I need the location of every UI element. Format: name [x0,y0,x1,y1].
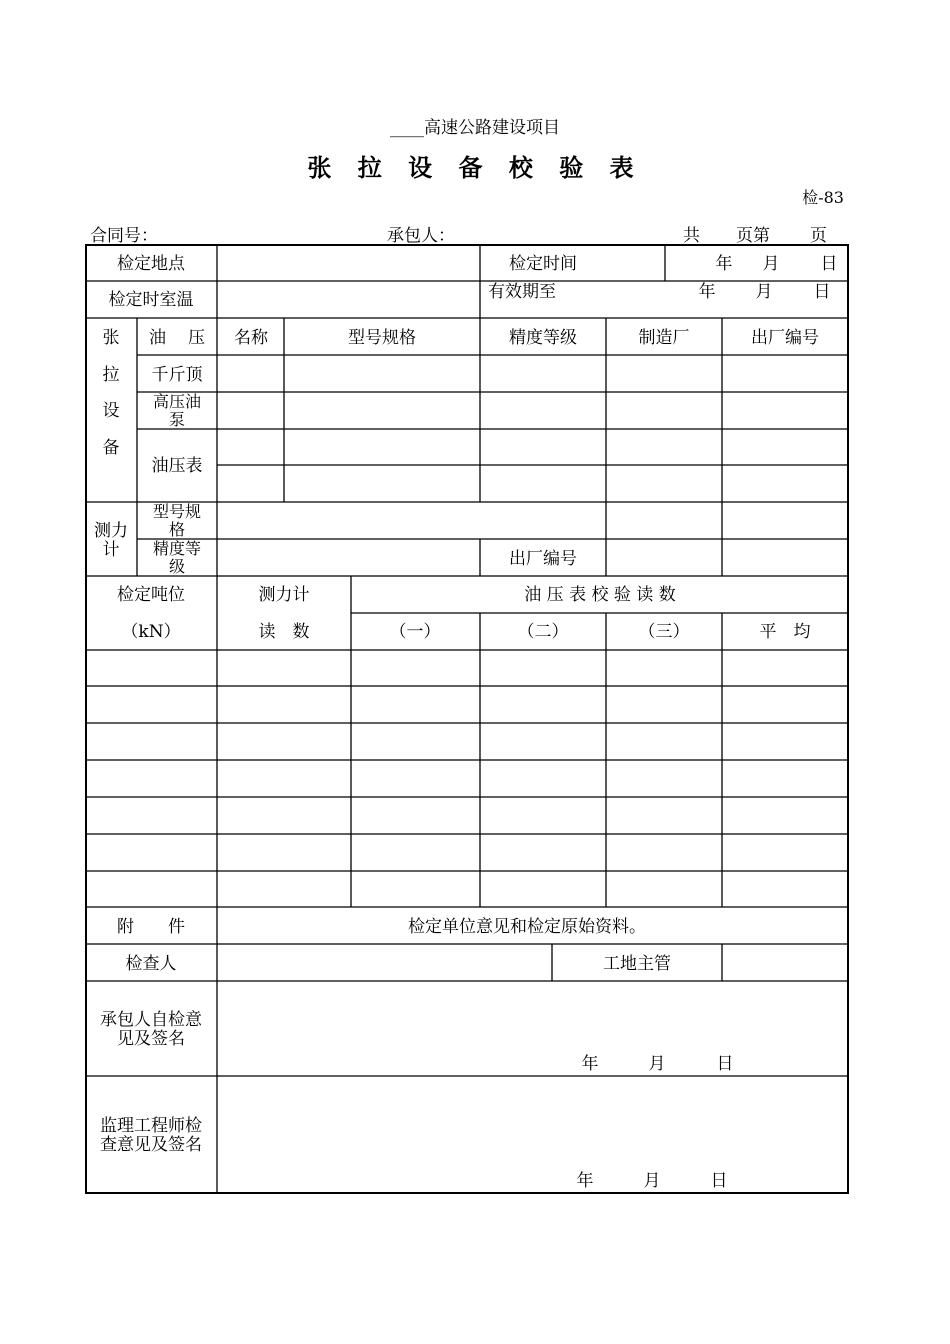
total-label: 共 [683,226,700,246]
col-model-spec: 型号规格 [348,328,416,348]
time-label: 检定时间 [509,254,577,274]
gauge-readings-header: 油 压 表 校 验 读 数 [524,585,676,605]
contract-number-label: 合同号： [90,226,158,246]
site-manager-label: 工地主管 [603,954,671,974]
attachment-text: 检定单位意见和检定原始资料。 [408,917,646,937]
contractor-label: 承包人： [387,226,455,246]
inspector-label: 检查人 [125,954,177,974]
attachment-label: 附 件 [117,917,185,937]
reading-col-3: （三） [638,622,690,642]
tonnage-unit: （kN） [121,622,181,642]
dyn-serial-label: 出厂编号 [509,549,577,569]
form-code: 检-83 [802,188,844,207]
pump-label-line2: 泵 [168,410,186,429]
reading-col-1: （一） [389,622,441,642]
valid-month: 月 [755,282,773,302]
page-suffix: 页 [810,226,827,246]
valid-year: 年 [698,282,716,302]
col-precision: 精度等级 [509,328,577,348]
date-day: 日 [820,254,838,274]
group-char-1: 张 [102,328,120,348]
group-char-3: 设 [102,401,120,421]
col-name: 名称 [234,328,268,348]
contractor-opinion-line1: 承包人自检意 [100,1010,202,1030]
form-title: 张 拉 设 备 校 验 表 [307,153,643,182]
oil-pressure-char-2: 压 [188,328,205,348]
gauge-label: 油压表 [151,456,203,476]
pump-label-line1: 高压油 [152,392,202,411]
contractor-sign-month: 月 [648,1054,666,1074]
oil-pressure-char-1: 油 [149,328,166,348]
dyn-reading-label-line2: 读 数 [258,622,310,642]
col-serial: 出厂编号 [751,328,819,348]
location-label: 检定地点 [117,254,185,274]
project-title: ____高速公路建设项目 [390,118,560,138]
dyn-precision-line2: 级 [168,557,186,576]
date-year: 年 [715,254,733,274]
supervisor-sign-month: 月 [643,1171,661,1191]
table-border [86,245,848,1193]
reading-col-2: （二） [517,622,569,642]
dynamometer-label-line2: 计 [102,540,120,560]
dyn-precision-line1: 精度等 [152,539,202,558]
supervisor-opinion-line2: 查意见及签名 [100,1135,202,1155]
jack-label: 千斤顶 [151,365,203,385]
dynamometer-label-line1: 测力 [94,521,128,541]
contractor-sign-day: 日 [716,1054,734,1074]
room-temp-label: 检定时室温 [108,290,194,310]
valid-until-label: 有效期至 [488,282,556,302]
contractor-sign-year: 年 [581,1054,599,1074]
page-label: 页第 [736,226,770,246]
supervisor-sign-year: 年 [576,1171,594,1191]
group-char-4: 备 [102,438,120,458]
reading-col-average: 平 均 [759,622,811,642]
page-count [683,221,827,246]
table-vertical-lines [137,244,722,1194]
group-char-2: 拉 [102,365,120,385]
col-manufacturer: 制造厂 [638,328,690,348]
valid-day: 日 [813,282,831,302]
contractor-opinion-line2: 见及签名 [117,1029,185,1049]
tonnage-label: 检定吨位 [117,585,185,605]
supervisor-opinion-line1: 监理工程师检 [100,1116,202,1136]
inspection-form-table [85,244,849,1194]
date-month: 月 [762,254,780,274]
dyn-model-line1: 型号规 [152,502,202,521]
dyn-reading-label-line1: 测力计 [258,585,310,605]
supervisor-sign-day: 日 [710,1171,728,1191]
dyn-model-line2: 格 [168,520,186,539]
